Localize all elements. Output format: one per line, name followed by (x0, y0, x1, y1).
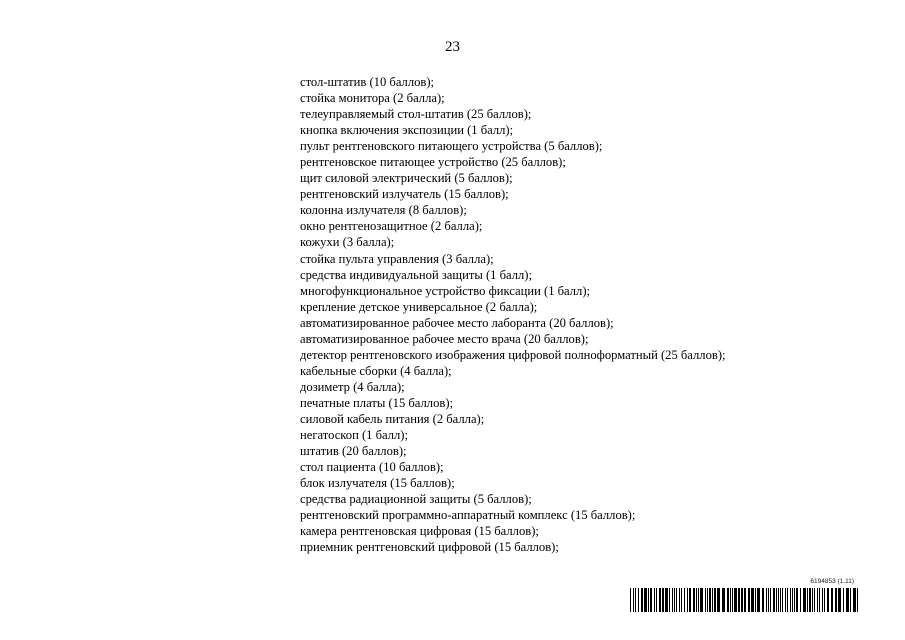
list-item: средства радиационной защиты (5 баллов); (300, 492, 532, 507)
list-item: дозиметр (4 балла); (300, 379, 405, 394)
barcode-bar (755, 588, 756, 612)
barcode-bar (712, 588, 713, 612)
barcode-bar (635, 588, 636, 612)
barcode-bar (803, 588, 806, 612)
barcode-bar (689, 588, 691, 612)
barcode-bar (814, 588, 815, 612)
list-item: негатоскоп (1 балл); (300, 428, 408, 443)
barcode-bar (757, 588, 760, 612)
barcode-bar (700, 588, 703, 612)
list-item: рентгеновское питающее устройство (25 баллов); (300, 155, 566, 170)
barcode-bar (674, 588, 675, 612)
barcode-bar (824, 588, 825, 612)
document-barcode (630, 578, 858, 614)
list-item: рентгеновский программно-аппаратный комплекс (15 баллов); (300, 508, 636, 523)
list-item: стол пациента (10 баллов); (300, 460, 444, 475)
list-item: штатив (20 баллов); (300, 444, 407, 459)
barcode-bar (800, 588, 801, 612)
barcode-bar (822, 588, 823, 612)
barcode-bar (827, 588, 829, 612)
barcode-bar (641, 588, 643, 612)
list-item: кабельные сборки (4 балла); (300, 363, 452, 378)
list-item: щит силовой электрический (5 баллов); (300, 171, 513, 186)
list-item: многофункциональное устройство фиксации (1 балл); (300, 283, 591, 298)
barcode-bar (644, 588, 647, 612)
barcode-bar (709, 588, 711, 612)
barcode-bar (714, 588, 716, 612)
list-item: печатные платы (15 баллов); (300, 395, 454, 410)
barcode-bar (633, 588, 634, 612)
barcode-bar (773, 588, 775, 612)
barcode-bar (807, 588, 808, 612)
barcode-bar (846, 588, 849, 612)
list-item: крепление детское универсальное (2 балла); (300, 299, 538, 314)
barcode-bar (838, 588, 841, 612)
barcode-bar (751, 588, 754, 612)
list-item: телеуправляемый стол-штатив (25 баллов); (300, 107, 532, 122)
barcode-bar (727, 588, 729, 612)
barcode-bar (785, 588, 786, 612)
barcode-bar (679, 588, 680, 612)
barcode-bar (669, 588, 670, 612)
list-item: пульт рентгеновского питающего устройства (5 баллов); (300, 139, 603, 154)
list-item: стол-штатив (10 баллов); (300, 75, 435, 89)
list-item: окно рентгенозащитное (2 балла); (300, 219, 483, 234)
barcode-bar (857, 588, 858, 612)
list-item: блок излучателя (15 баллов); (300, 476, 455, 491)
barcode-bar (654, 588, 655, 612)
barcode-bar (748, 588, 750, 612)
barcode-bar (662, 588, 664, 612)
barcode-bar (766, 588, 767, 612)
list-item: кнопка включения экспозиции (1 балл); (300, 123, 514, 138)
barcode-bar (696, 588, 697, 612)
barcode-bar (787, 588, 788, 612)
list-item: кожухи (3 балла); (300, 235, 395, 250)
barcode-bar (730, 588, 731, 612)
barcode-bar (835, 588, 837, 612)
barcode-bar (676, 588, 677, 612)
list-item: рентгеновский излучатель (15 баллов); (300, 187, 509, 202)
barcode-bar (809, 588, 811, 612)
page-number: 23 (445, 39, 460, 55)
barcode-bar (776, 588, 777, 612)
barcode-bar (768, 588, 769, 612)
barcode-bar (630, 588, 631, 612)
list-item: стойка монитора (2 балла); (300, 91, 445, 106)
barcode-bar (741, 588, 743, 612)
barcode-bar (681, 588, 682, 612)
barcode-bar (707, 588, 708, 612)
barcode-bar (778, 588, 779, 612)
barcode-bar (850, 588, 851, 612)
barcode-bar (684, 588, 685, 612)
list-item: автоматизированное рабочее место лаборанта (20 баллов); (300, 315, 614, 330)
barcode-bar (665, 588, 668, 612)
list-item: автоматизированное рабочее место врача (20 баллов); (300, 331, 589, 346)
barcode-bar (790, 588, 791, 612)
barcode-bar (672, 588, 673, 612)
barcode-bar (762, 588, 764, 612)
barcode-bar (650, 588, 652, 612)
barcode-bar (780, 588, 781, 612)
barcode-bar (656, 588, 657, 612)
barcode-bar (722, 588, 725, 612)
barcode-bar (738, 588, 740, 612)
barcode-bar (792, 588, 793, 612)
barcode-caption: 6194853 (1.11) (810, 578, 854, 585)
barcode-bar (687, 588, 688, 612)
list-item: силовой кабель питания (2 балла); (300, 411, 485, 426)
barcode-bar (819, 588, 820, 612)
barcode-bar (732, 588, 733, 612)
barcode-bar (817, 588, 818, 612)
barcode-bar (744, 588, 746, 612)
equipment-list (300, 74, 726, 555)
barcode-bar (770, 588, 771, 612)
barcode-bar (638, 588, 639, 612)
barcode-bar (734, 588, 737, 612)
barcode-bar (693, 588, 695, 612)
barcode-bar (717, 588, 720, 612)
barcode-bar (659, 588, 661, 612)
barcode-bar (705, 588, 706, 612)
barcode-bar (843, 588, 844, 612)
list-item: приемник рентгеновский цифровой (15 баллов); (300, 540, 559, 555)
barcode-bar (831, 588, 833, 612)
list-item: детектор рентгеновского изображения цифровой полноформатный (25 баллов); (300, 347, 726, 362)
barcode-bar (812, 588, 813, 612)
barcode-bar (794, 588, 795, 612)
barcode-bar (698, 588, 699, 612)
list-item: камера рентгеновская цифровая (15 баллов); (300, 524, 539, 539)
barcode-bar (782, 588, 783, 612)
list-item: колонна излучателя (8 баллов); (300, 203, 467, 218)
list-item: средства индивидуальной защиты (1 балл); (300, 267, 532, 282)
barcode-bar (648, 588, 649, 612)
barcode-bar (796, 588, 798, 612)
list-item: стойка пульта управления (3 балла); (300, 251, 494, 266)
barcode-bars (630, 588, 858, 612)
barcode-bar (853, 588, 856, 612)
